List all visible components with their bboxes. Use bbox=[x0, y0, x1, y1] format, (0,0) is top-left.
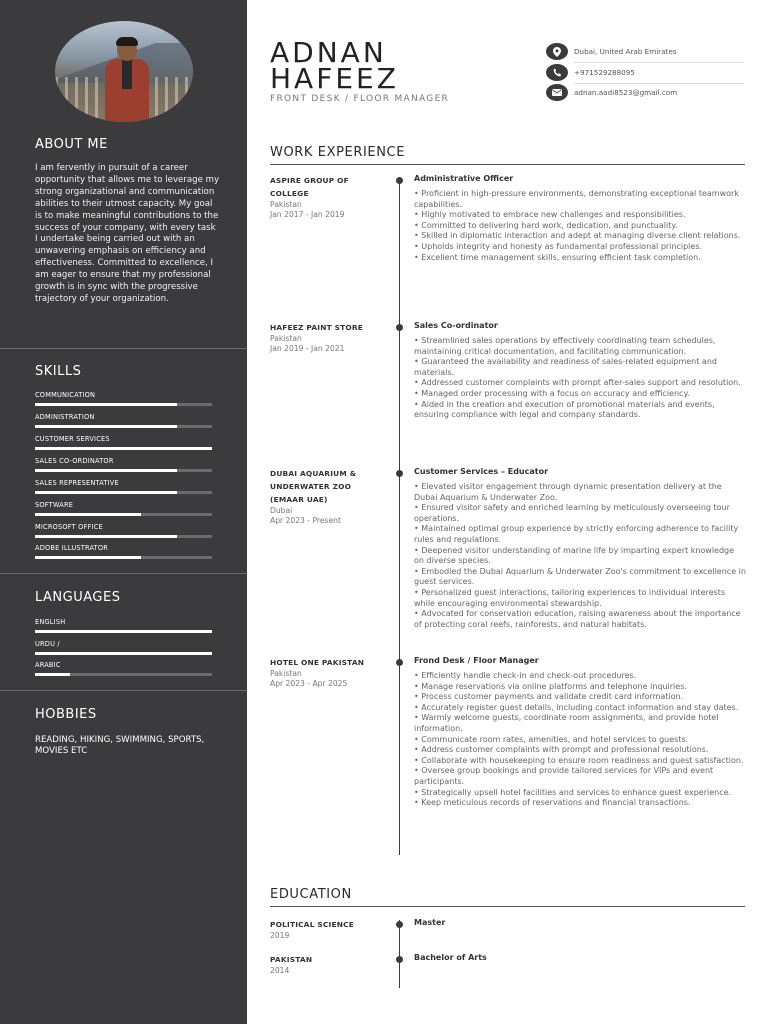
work-org: DUBAI AQUARIUM & UNDERWATER ZOO (EMAAR UAE) bbox=[270, 469, 357, 504]
job-bullet: • Efficiently handle check-in and check-out procedures. bbox=[414, 671, 637, 680]
job-bullet: • Addressed customer complaints with prompt after-sales support and resolution. bbox=[414, 378, 741, 388]
work-experience-title: WORK EXPERIENCE bbox=[270, 145, 406, 160]
work-org: HAFEEZ PAINT STORE bbox=[270, 323, 363, 332]
education-org: PAKISTAN bbox=[270, 955, 313, 964]
location-pin-icon bbox=[546, 43, 568, 60]
timeline-dot bbox=[396, 659, 403, 666]
skill-label: ADMINISTRATION bbox=[35, 413, 95, 421]
education-org: POLITICAL SCIENCE bbox=[270, 920, 354, 929]
skill-level-track bbox=[35, 535, 212, 538]
job-bullet: • Oversee group bookings and provide tailored services for VIPs and event participants. bbox=[414, 766, 714, 786]
job-bullet: • Maintained optimal group experience by strictly enforcing adherence to facility rules and regulations. bbox=[414, 524, 739, 544]
timeline-dot bbox=[396, 324, 403, 331]
language-level-fill bbox=[35, 630, 212, 633]
work-entry-details bbox=[414, 467, 746, 630]
languages-title: LANGUAGES bbox=[35, 590, 121, 605]
candidate-name bbox=[270, 36, 399, 95]
language-item bbox=[35, 618, 212, 633]
skills-title: SKILLS bbox=[35, 364, 82, 379]
job-bullets bbox=[414, 189, 746, 263]
last-name: HAFEEZ bbox=[270, 62, 399, 95]
skill-level-track bbox=[35, 513, 212, 516]
language-label: URDU / bbox=[35, 640, 60, 648]
skill-level-track bbox=[35, 403, 212, 406]
contact-location-text: Dubai, United Arab Emirates bbox=[574, 47, 677, 56]
language-item bbox=[35, 661, 212, 676]
contact-phone bbox=[546, 64, 746, 84]
job-bullet: • Advocated for conservation education, raising awareness about the importance of protecting coral reefs, rainforests, and natural habitats. bbox=[414, 609, 741, 629]
divider bbox=[270, 906, 745, 907]
job-bullet: • Ensured visitor safety and enriched learning by meticulously overseeing tour operations. bbox=[414, 503, 730, 523]
job-title: Sales Co-ordinator bbox=[414, 321, 498, 330]
skill-item bbox=[35, 479, 212, 494]
job-bullet: • Deepened visitor understanding of marine life by imparting expert knowledge on diverse species. bbox=[414, 545, 735, 566]
timeline-dot bbox=[396, 956, 403, 963]
education-entry-details bbox=[414, 953, 746, 968]
skill-label: SALES REPRESENTATIVE bbox=[35, 479, 119, 487]
work-location: Pakistan bbox=[270, 200, 302, 209]
work-dates: Jan 2017 - Jan 2019 bbox=[270, 210, 345, 219]
education-dates: 2019 bbox=[270, 931, 290, 940]
phone-icon bbox=[546, 64, 568, 81]
skill-level-fill bbox=[35, 556, 141, 559]
divider bbox=[0, 573, 247, 574]
language-label: ENGLISH bbox=[35, 618, 66, 626]
degree-title: Bachelor of Arts bbox=[414, 953, 487, 962]
job-bullet: • Excellent time management skills, ensuring efficient task completion. bbox=[414, 252, 701, 262]
skill-label: SOFTWARE bbox=[35, 501, 74, 509]
email-icon bbox=[546, 84, 568, 101]
work-timeline bbox=[399, 178, 400, 855]
skill-item bbox=[35, 523, 212, 538]
job-bullet: • Aided in the creation and execution of promotional materials and events, ensuring compliance with legal and company standards. bbox=[414, 399, 715, 420]
language-level-track bbox=[35, 630, 212, 633]
job-bullets bbox=[414, 671, 746, 809]
contact-email-text[interactable]: adnan.aadi8523@gmail.com bbox=[574, 88, 678, 97]
job-bullet: • Warmly welcome guests, coordinate room assignments, and provide hotel information. bbox=[414, 713, 719, 733]
job-title: Administrative Officer bbox=[414, 174, 514, 183]
divider bbox=[574, 62, 744, 63]
first-name: ADNAN bbox=[270, 36, 387, 69]
work-entry-meta bbox=[270, 656, 380, 689]
hobbies-title: HOBBIES bbox=[35, 707, 97, 722]
job-bullet: • Upholds integrity and honesty as fundamental professional principles. bbox=[414, 241, 703, 251]
job-bullets bbox=[414, 482, 746, 630]
skill-level-track bbox=[35, 556, 212, 559]
skill-level-fill bbox=[35, 447, 212, 450]
skill-level-track bbox=[35, 469, 212, 472]
job-bullet: • Strategically upsell hotel facilities and services to enhance guest experience. bbox=[414, 787, 732, 797]
skill-item bbox=[35, 544, 212, 559]
skill-level-fill bbox=[35, 469, 177, 472]
timeline-dot bbox=[396, 177, 403, 184]
work-entry-meta bbox=[270, 174, 380, 220]
language-item bbox=[35, 640, 212, 655]
education-dates: 2014 bbox=[270, 966, 290, 975]
work-entry-details bbox=[414, 174, 746, 263]
work-location: Dubai bbox=[270, 506, 293, 515]
skill-level-fill bbox=[35, 425, 177, 428]
work-dates: Jan 2019 - Jan 2021 bbox=[270, 344, 345, 353]
job-bullet: • Collaborate with housekeeping to ensure room readiness and guest satisfaction. bbox=[414, 755, 744, 765]
education-title: EDUCATION bbox=[270, 887, 352, 902]
work-dates: Apr 2023 - Present bbox=[270, 516, 341, 525]
job-bullets bbox=[414, 336, 746, 421]
work-entry-meta bbox=[270, 467, 380, 526]
job-title: Frond Desk / Floor Manager bbox=[414, 656, 539, 665]
job-bullet: • Manage reservations via online platforms and telephone inquiries. bbox=[414, 681, 687, 691]
job-bullet: • Address customer complaints with prompt and professional resolutions. bbox=[414, 745, 709, 755]
skill-label: COMMUNICATION bbox=[35, 391, 96, 399]
skill-level-fill bbox=[35, 403, 177, 406]
work-location: Pakistan bbox=[270, 334, 302, 343]
job-bullet: • Managed order processing with a focus on accuracy and efficiency. bbox=[414, 388, 690, 398]
language-label: ARABIC bbox=[35, 661, 61, 669]
degree-title: Master bbox=[414, 918, 446, 927]
language-level-fill bbox=[35, 652, 212, 655]
job-bullet: • Proficient in high-pressure environments, demonstrating exceptional teamwork capabilities. bbox=[414, 189, 739, 209]
work-entry-details bbox=[414, 321, 746, 421]
skill-label: ADOBE ILLUSTRATOR bbox=[35, 544, 109, 552]
work-org: ASPIRE GROUP OF COLLEGE bbox=[270, 176, 349, 198]
job-bullet: • Embodied the Dubai Aquarium & Underwater Zoo's commitment to excellence in guest services. bbox=[414, 566, 746, 587]
job-bullet: • Communicate room rates, amenities, and hotel services to guests. bbox=[414, 734, 689, 744]
language-level-fill bbox=[35, 673, 70, 676]
work-dates: Apr 2023 - Apr 2025 bbox=[270, 679, 348, 688]
work-location: Pakistan bbox=[270, 669, 302, 678]
timeline-dot bbox=[396, 921, 403, 928]
sidebar bbox=[0, 0, 247, 1024]
contact-location bbox=[546, 43, 746, 63]
skill-item bbox=[35, 413, 212, 428]
education-timeline bbox=[399, 920, 400, 988]
skill-level-track bbox=[35, 425, 212, 428]
work-org: HOTEL ONE PAKISTAN bbox=[270, 658, 365, 667]
skill-label: MICROSOFT OFFICE bbox=[35, 523, 103, 531]
about-text: I am fervently in pursuit of a career opportunity that allows me to leverage my strong organizational and communication abilities to their utmost capacity. My goal is to make meaningful contributions to the success of your company, with every task I undertake being carried out with an unwavering emphasis on efficiency and effectiveness. Committed to excellence, I am eager to ensure that my professional growth is in sync with the progressive trajectory of your organization. bbox=[35, 163, 220, 304]
skill-item bbox=[35, 501, 212, 516]
candidate-role: FRONT DESK / FLOOR MANAGER bbox=[270, 94, 450, 104]
skill-level-fill bbox=[35, 513, 141, 516]
divider bbox=[270, 164, 745, 165]
work-entry-details bbox=[414, 656, 746, 809]
job-bullet: • Skilled in diplomatic interaction and adept at managing diverse client relations. bbox=[414, 231, 741, 241]
divider bbox=[0, 348, 247, 349]
divider bbox=[0, 690, 247, 691]
skill-level-track bbox=[35, 491, 212, 494]
contact-email bbox=[546, 84, 746, 104]
job-title: Customer Services – Educator bbox=[414, 467, 549, 476]
job-bullet: • Elevated visitor engagement through dynamic presentation delivery at the Dubai Aquarium & Underwater Zoo. bbox=[414, 482, 722, 502]
job-bullet: • Keep meticulous records of reservations and financial transactions. bbox=[414, 798, 691, 808]
skill-label: SALES CO-ORDINATOR bbox=[35, 457, 114, 465]
education-entry-meta bbox=[270, 918, 380, 941]
about-title: ABOUT ME bbox=[35, 137, 108, 152]
skill-label: CUSTOMER SERVICES bbox=[35, 435, 110, 443]
job-bullet: • Personalized guest interactions, tailoring experiences to individual interests while encouraging environmental stewardship. bbox=[414, 587, 726, 608]
skill-item bbox=[35, 457, 212, 472]
education-entry-details bbox=[414, 918, 746, 933]
skill-level-track bbox=[35, 447, 212, 450]
timeline-dot bbox=[396, 470, 403, 477]
job-bullet: • Committed to delivering hard work, dedication, and punctuality. bbox=[414, 220, 678, 230]
language-level-track bbox=[35, 673, 212, 676]
skill-level-fill bbox=[35, 535, 177, 538]
education-entry-meta bbox=[270, 953, 380, 976]
contact-phone-text[interactable]: +971529288095 bbox=[574, 68, 635, 77]
job-bullet: • Streamlined sales operations by effectively coordinating team schedules, maintaining critical documentation, and facilitating communication. bbox=[414, 336, 716, 356]
profile-photo bbox=[55, 21, 193, 122]
hobbies-text: READING, HIKING, SWIMMING, SPORTS, MOVIES ETC bbox=[35, 735, 205, 756]
skill-level-fill bbox=[35, 491, 177, 494]
job-bullet: • Highly motivated to embrace new challenges and responsibilities. bbox=[414, 210, 686, 220]
skill-item bbox=[35, 391, 212, 406]
work-entry-meta bbox=[270, 321, 380, 354]
job-bullet: • Guaranteed the availability and readiness of sales-related equipment and materials. bbox=[414, 357, 717, 377]
job-bullet: • Accurately register guest details, including contact information and stay dates. bbox=[414, 702, 739, 712]
job-bullet: • Process customer payments and validate credit card information. bbox=[414, 692, 684, 702]
skill-item bbox=[35, 435, 212, 450]
language-level-track bbox=[35, 652, 212, 655]
